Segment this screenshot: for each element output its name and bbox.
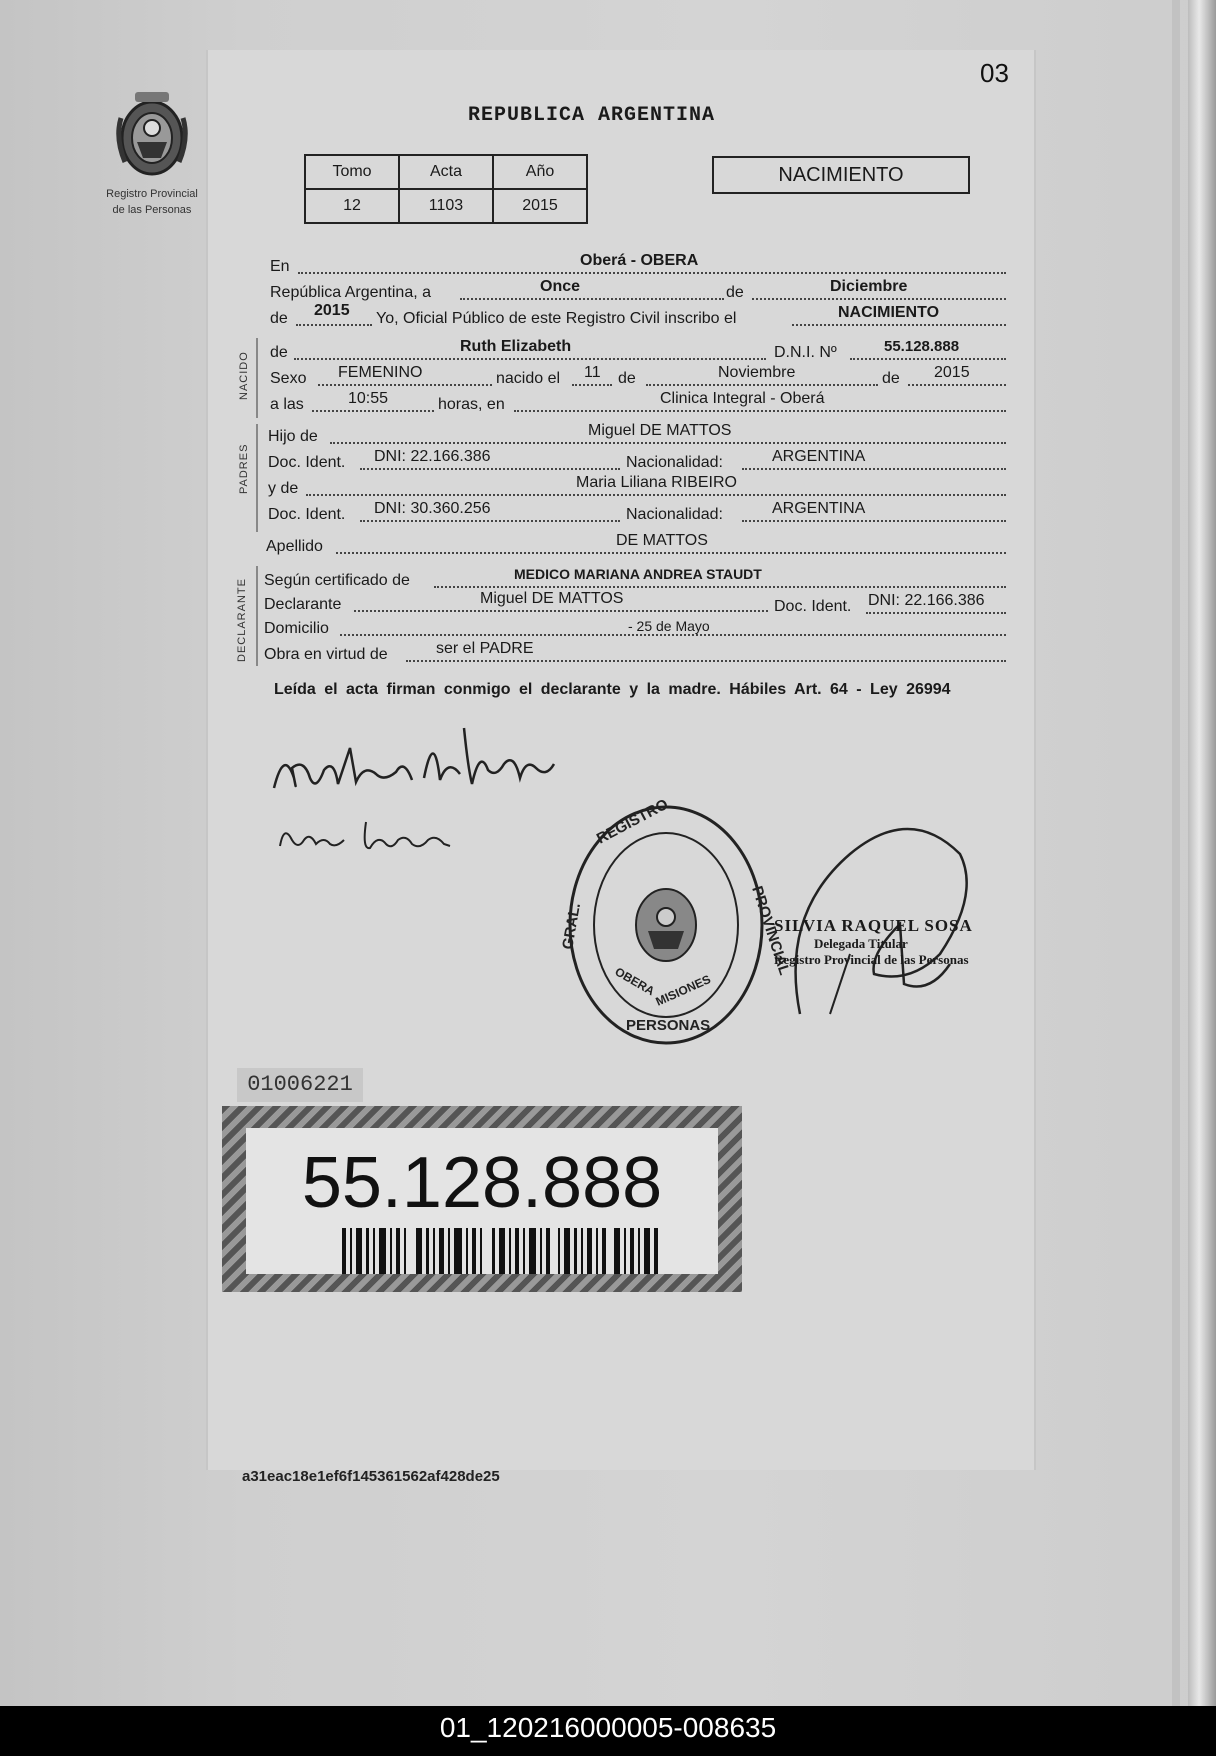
father-doc: DNI: 22.166.386 bbox=[374, 448, 491, 465]
section-divider bbox=[256, 338, 258, 418]
svg-text:PROVINCIAL: PROVINCIAL bbox=[748, 883, 793, 978]
page-edge-shadow bbox=[1188, 0, 1216, 1706]
child-sex: FEMENINO bbox=[338, 364, 423, 381]
de-label: de bbox=[882, 370, 900, 387]
nacionalidad-label: Nacionalidad: bbox=[626, 506, 723, 523]
dni-sticker bbox=[222, 1106, 742, 1292]
registry-logo bbox=[96, 88, 208, 216]
de-label: de bbox=[270, 310, 288, 327]
svg-text:MISIONES: MISIONES bbox=[653, 972, 713, 1009]
doc-label: Doc. Ident. bbox=[268, 454, 346, 471]
document-type-box: NACIMIENTO bbox=[712, 156, 970, 194]
reference-table bbox=[304, 154, 588, 224]
section-divider bbox=[256, 424, 258, 532]
official-office: Registro Provincial de las Personas bbox=[774, 952, 969, 967]
mother-signature bbox=[274, 810, 484, 860]
declarant-signature bbox=[264, 708, 604, 808]
svg-text:GRAL.: GRAL. bbox=[559, 901, 585, 951]
hijo-label: Hijo de bbox=[268, 428, 318, 445]
apellido-label: Apellido bbox=[266, 538, 323, 555]
logo-caption-1: Registro Provincial bbox=[106, 188, 198, 200]
birth-year: 2015 bbox=[934, 364, 970, 381]
domicilio-label: Domicilio bbox=[264, 620, 329, 637]
anio-value: 2015 bbox=[493, 189, 587, 223]
registration-year: 2015 bbox=[314, 302, 350, 319]
registration-month: Diciembre bbox=[830, 278, 908, 295]
declarant-address: - 25 de Mayo bbox=[628, 618, 710, 634]
birth-place: Clinica Integral - Oberá bbox=[660, 390, 825, 407]
declarante-section-label: DECLARANTE bbox=[236, 578, 248, 662]
a-las-label: a las bbox=[270, 396, 304, 413]
child-dni: 55.128.888 bbox=[884, 338, 960, 355]
nacionalidad-label: Nacionalidad: bbox=[626, 454, 723, 471]
birth-day: 11 bbox=[584, 364, 601, 381]
mother-nationality: ARGENTINA bbox=[772, 500, 866, 517]
official-block bbox=[774, 916, 973, 968]
tomo-header: Tomo bbox=[305, 155, 399, 189]
dni-label: D.N.I. Nº bbox=[774, 344, 837, 361]
y-de-label: y de bbox=[268, 480, 299, 497]
doc-label: Doc. Ident. bbox=[268, 506, 346, 523]
mother-doc: DNI: 30.360.256 bbox=[374, 500, 491, 517]
dotted-line bbox=[460, 280, 724, 300]
horas-label: horas, en bbox=[438, 396, 505, 413]
father-name: Miguel DE MATTOS bbox=[588, 422, 732, 439]
certificado-label: Según certificado de bbox=[264, 572, 410, 589]
svg-text:REGISTRO: REGISTRO bbox=[593, 795, 672, 848]
dni-number-large: 55.128.888 bbox=[301, 1143, 663, 1223]
de-label: de bbox=[618, 370, 636, 387]
en-label: En bbox=[270, 258, 290, 275]
logo-caption-2: de las Personas bbox=[112, 204, 192, 216]
barcode-icon bbox=[342, 1228, 662, 1274]
registration-day: Once bbox=[540, 278, 581, 295]
acta-header: Acta bbox=[399, 155, 493, 189]
sexo-label: Sexo bbox=[270, 370, 307, 387]
declarant-role: ser el PADRE bbox=[436, 640, 534, 657]
dni-sticker-panel bbox=[246, 1128, 718, 1274]
page-number: 03 bbox=[980, 58, 1009, 88]
obra-label: Obra en virtud de bbox=[264, 646, 388, 663]
doc-label: Doc. Ident. bbox=[774, 598, 852, 615]
republica-label: República Argentina, a bbox=[270, 284, 431, 301]
svg-text:PERSONAS: PERSONAS bbox=[626, 1017, 711, 1034]
father-nationality: ARGENTINA bbox=[772, 448, 866, 465]
official-name: SILVIA RAQUEL SOSA bbox=[774, 916, 973, 935]
page-edge bbox=[1172, 0, 1180, 1706]
nacido-label: nacido el bbox=[496, 370, 561, 387]
nacido-section-label: NACIDO bbox=[238, 351, 250, 400]
mother-name: Maria Liliana RIBEIRO bbox=[576, 474, 737, 491]
serial-number: 01006221 bbox=[237, 1068, 363, 1102]
de-label: de bbox=[726, 284, 744, 301]
official-role: Delegada Titular bbox=[814, 936, 908, 951]
svg-text:OBERA: OBERA bbox=[612, 964, 658, 999]
declarant-name: Miguel DE MATTOS bbox=[480, 590, 624, 607]
official-stamp bbox=[559, 795, 793, 1050]
inscription-type: NACIMIENTO bbox=[838, 304, 940, 321]
legal-text: Leída el acta firman conmigo el declarante y la madre. Hábiles Art. 64 - Ley 26994 bbox=[274, 681, 951, 698]
oficial-text: Yo, Oficial Público de este Registro Civil inscribo el bbox=[376, 310, 737, 327]
child-name: Ruth Elizabeth bbox=[460, 338, 572, 355]
registration-place: Oberá - OBERA bbox=[580, 252, 699, 269]
de-label: de bbox=[270, 344, 288, 361]
medical-certificate: MEDICO MARIANA ANDREA STAUDT bbox=[514, 566, 762, 582]
section-divider bbox=[256, 566, 258, 666]
anio-header: Año bbox=[493, 155, 587, 189]
scan-id: 01_120216000005-008635 bbox=[439, 1712, 777, 1743]
coat-of-arms-icon bbox=[111, 88, 193, 184]
padres-section-label: PADRES bbox=[238, 443, 250, 494]
acta-value: 1103 bbox=[399, 189, 493, 223]
declarante-label: Declarante bbox=[264, 596, 342, 613]
document-hash: a31eac18e1ef6f145361562af428de25 bbox=[242, 1468, 500, 1485]
surname: DE MATTOS bbox=[616, 532, 708, 549]
country-title: REPUBLICA ARGENTINA bbox=[468, 104, 716, 127]
birth-month: Noviembre bbox=[718, 364, 796, 381]
birth-time: 10:55 bbox=[348, 390, 389, 407]
tomo-value: 12 bbox=[305, 189, 399, 223]
declarant-doc: DNI: 22.166.386 bbox=[868, 592, 985, 609]
